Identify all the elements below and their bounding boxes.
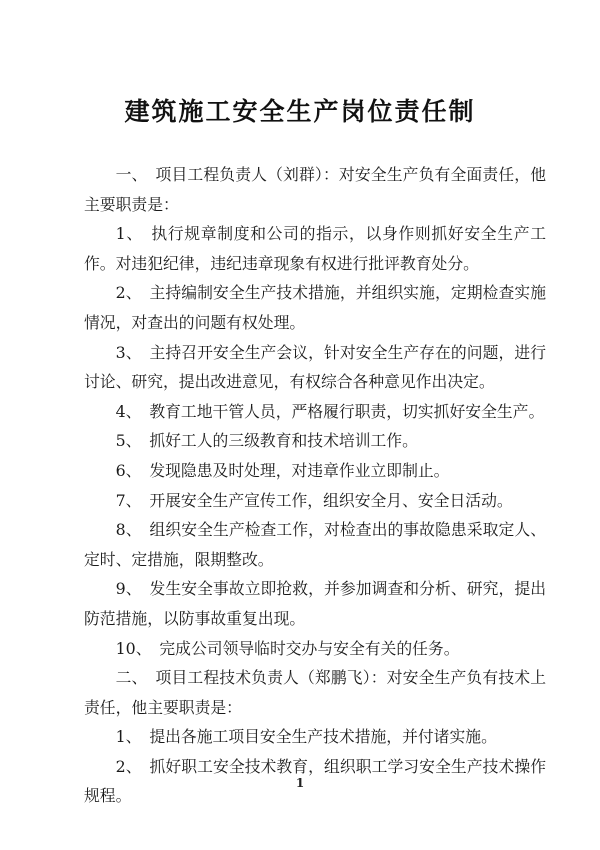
section-1-item-7: 7、 开展安全生产宣传工作，组织安全月、安全日活动。: [115, 490, 513, 510]
page-number: 1: [295, 776, 305, 790]
section-2-item-1: 1、 提出各施工项目安全生产技术措施，并付诸实施。: [115, 727, 497, 747]
document-title: 建筑施工安全生产岗位责任制: [124, 97, 476, 126]
section-1-item-3: 3、 主持召开安全生产会议，针对安全生产存在的问题，进行讨论、研究，提出改进意见，有权综合各种意见作出决定。: [84, 342, 546, 392]
section-1-item-9: 9、 发生安全事故立即抢救，并参加调查和分析、研究，提出防范措施，以防事故重复出现。: [84, 579, 546, 628]
section-1-item-1: 1、 执行规章制度和公司的指示，以身作则抓好安全生产工作。对违犯纪律，违纪违章现象有权进行批评教育处分。: [84, 224, 546, 273]
section-1-item-2: 2、 主持编制安全生产技术措施，并组织实施，定期检查实施情况，对查出的问题有权处理。: [84, 283, 546, 332]
section-1-item-4: 4、 教育工地干管人员，严格履行职责，切实抓好安全生产。: [115, 401, 545, 421]
section-1-item-6: 6、 发现隐患及时处理，对违章作业立即制止。: [115, 460, 450, 480]
section-1-heading: 一、 项目工程负责人（刘群）：对安全生产负有全面责任，他主要职责是：: [84, 165, 546, 214]
section-2-item-2: 2、 抓好职工安全技术教育，组织职工学习安全生产技术操作规程。: [84, 756, 546, 806]
section-1-item-5: 5、 抓好工人的三级教育和技术培训工作。: [115, 431, 418, 451]
section-1-item-8: 8、 组织安全生产检查工作，对检查出的事故隐患采取定人、定时、定措施，限期整改。: [84, 520, 546, 569]
section-1-item-10: 10、 完成公司领导临时交办与安全有关的任务。: [115, 638, 460, 658]
section-2-heading: 二、 项目工程技术负责人（郑鹏飞）：对安全生产负有技术上责任，他主要职责是：: [84, 668, 546, 717]
document-body: [84, 160, 546, 811]
